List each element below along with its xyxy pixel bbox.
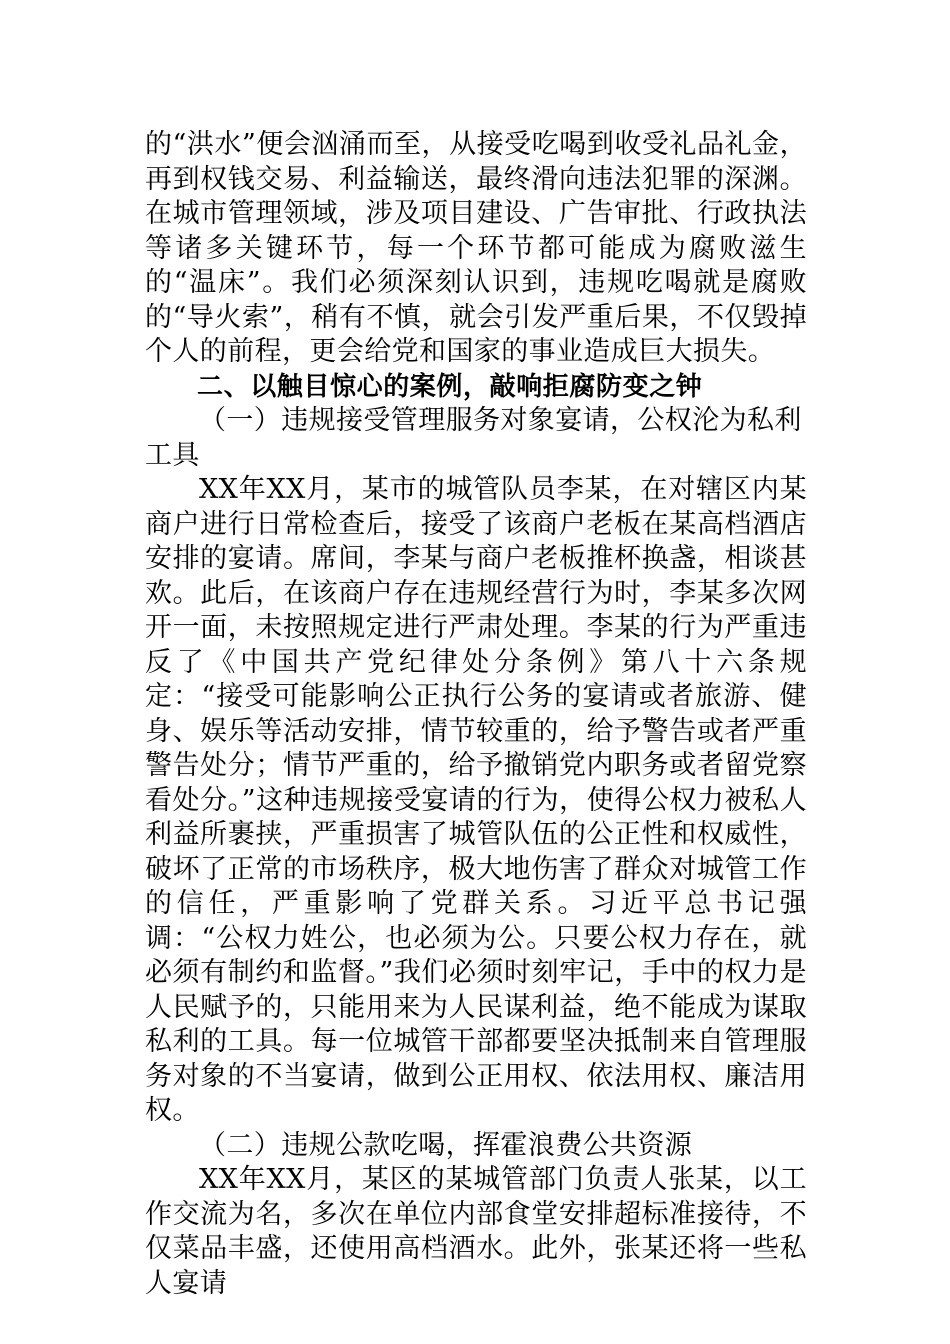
document-page [145,128,807,1301]
subsection-heading-2: （二）违规公款吃喝，挥霍浪费公共资源 [199,1129,693,1161]
paragraph-continued: 的“洪水”便会汹涌而至，从接受吃喝到收受礼品礼金，再到权钱交易、利益输送，最终滑向违法犯罪的深渊。在城市管理领域，涉及项目建设、广告审批、行政执法等诸多关键环节，每一个环节都可能成为腐败滋生的“温床”。我们必须深刻认识到，违规吃喝就是腐败的“导火索”，稍有不慎，就会引发严重后果，不仅毁掉个人的前程，更会给党和国家的事业造成巨大损失。 [145,129,807,367]
subsection-heading-1: （一）违规接受管理服务对象宴请，公权沦为私利工具 [145,405,802,471]
paragraph-case-2: XX年XX月，某区的某城管部门负责人张某，以工作交流为名，多次在单位内部食堂安排超标准接待，不仅菜品丰盛，还使用高档酒水。此外，张某还将一些私人宴请 [145,1164,807,1299]
paragraph-case-1: XX年XX月，某市的城管队员李某，在对辖区内某商户进行日常检查后，接受了该商户老板在某高档酒店安排的宴请。席间，李某与商户老板推杯换盏，相谈甚欢。此后，在该商户存在违规经营行为时，李某多次网开一面，未按照规定进行严肃处理。李某的行为严重违反了《中国共产党纪律处分条例》第八十六条规定：“接受可能影响公正执行公务的宴请或者旅游、健身、娱乐等活动安排，情节较重的，给予警告或者严重警告处分；情节严重的，给予撤销党内职务或者留党察看处分。”这种违规接受宴请的行为，使得公权力被私人利益所裹挟，严重损害了城管队伍的公正性和权威性，破坏了正常的市场秩序，极大地伤害了群众对城管工作的信任，严重影响了党群关系。习近平总书记强调：“公权力姓公，也必须为公。只要公权力存在，就必须有制约和监督。”我们必须时刻牢记，手中的权力是人民赋予的，只能用来为人民谋利益，绝不能成为谋取私利的工具。每一位城管干部都要坚决抵制来自管理服务对象的不当宴请，做到公正用权、依法用权、廉洁用权。 [145,474,807,1126]
section-heading: 二、以触目惊心的案例，敲响拒腐防变之钟 [197,371,703,402]
